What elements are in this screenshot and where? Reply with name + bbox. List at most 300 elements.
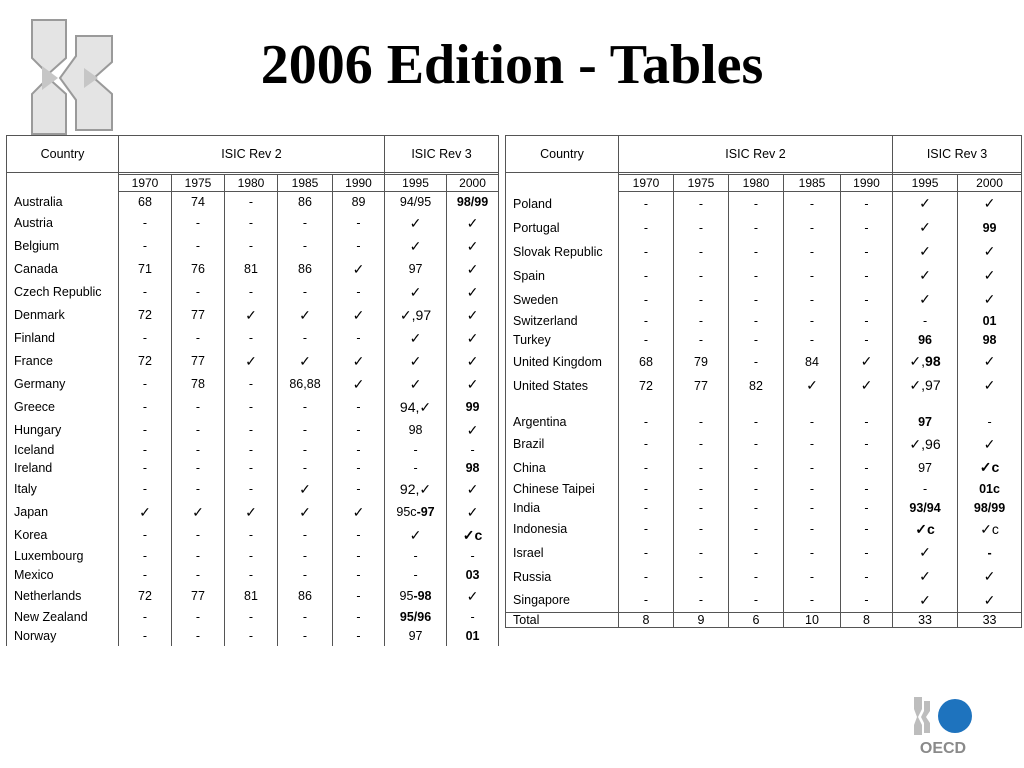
year-header: 1980 bbox=[225, 175, 278, 192]
table-cell bbox=[385, 373, 447, 396]
table-cell bbox=[447, 350, 499, 373]
table-cell bbox=[729, 288, 784, 312]
cell-text: - bbox=[809, 292, 815, 307]
cell-text: - bbox=[864, 501, 869, 515]
cell-text: ✓ bbox=[983, 267, 996, 283]
cell-text: ✓ bbox=[139, 503, 151, 520]
cell-text: - bbox=[142, 629, 148, 643]
table-cell bbox=[225, 547, 278, 566]
cell-text: - bbox=[356, 482, 361, 496]
table-row bbox=[506, 433, 1022, 456]
table-cell bbox=[674, 192, 729, 216]
table-cell bbox=[333, 327, 385, 350]
table-cell bbox=[278, 373, 333, 396]
table-row bbox=[7, 192, 499, 212]
country-name: Russia bbox=[506, 565, 619, 589]
table-cell bbox=[784, 350, 841, 374]
table-cell bbox=[447, 212, 499, 235]
table-row bbox=[7, 566, 499, 585]
cell-text: - bbox=[698, 482, 704, 496]
cell-text: - bbox=[753, 437, 759, 451]
cell-text: 86,88 bbox=[289, 377, 321, 391]
table-cell bbox=[225, 212, 278, 235]
isic-rev2-header: ISIC Rev 2 bbox=[619, 136, 893, 173]
table-cell bbox=[119, 281, 172, 304]
table-cell bbox=[729, 240, 784, 264]
table-cell bbox=[119, 585, 172, 608]
country-name: Argentina bbox=[506, 412, 619, 433]
table-cell bbox=[333, 373, 385, 396]
table-cell: 98/99 bbox=[447, 192, 499, 212]
table-cell bbox=[893, 398, 958, 412]
table-cell bbox=[333, 304, 385, 327]
table-cell bbox=[674, 541, 729, 565]
cell-text: - bbox=[248, 549, 254, 563]
cell-text: - bbox=[195, 461, 201, 475]
table-cell bbox=[225, 459, 278, 478]
table-cell: 96 bbox=[893, 331, 958, 350]
table-cell bbox=[784, 518, 841, 541]
cell-text: ✓ bbox=[919, 195, 931, 212]
cell-text: - bbox=[248, 331, 254, 345]
cell-text: - bbox=[302, 423, 308, 437]
table-cell bbox=[841, 480, 893, 499]
country-name: Poland bbox=[506, 192, 619, 216]
cell-text: - bbox=[142, 285, 148, 299]
country-name: Germany bbox=[7, 373, 119, 396]
table-cell bbox=[674, 456, 729, 480]
total-cell: 9 bbox=[674, 613, 729, 628]
table-cell bbox=[172, 350, 225, 373]
cell-text: - bbox=[356, 589, 361, 603]
table-cell bbox=[333, 281, 385, 304]
cell-text: - bbox=[809, 244, 815, 259]
cell-text: - bbox=[809, 437, 815, 451]
cell-text: - bbox=[753, 522, 759, 536]
table-cell bbox=[333, 547, 385, 566]
cell-text: - bbox=[302, 331, 308, 345]
table-cell bbox=[225, 608, 278, 627]
country-name: Chinese Taipei bbox=[506, 480, 619, 499]
table-cell bbox=[385, 304, 447, 327]
cell-text: - bbox=[195, 331, 201, 345]
table-cell bbox=[893, 589, 958, 613]
cell-text: 86 bbox=[298, 589, 312, 603]
table-cell bbox=[119, 396, 172, 419]
table-cell bbox=[841, 499, 893, 518]
cell-text: - bbox=[809, 268, 815, 283]
cell-text: - bbox=[864, 569, 869, 584]
table-cell bbox=[619, 216, 674, 240]
cell-text: - bbox=[142, 610, 148, 624]
isic-rev3-header: ISIC Rev 3 bbox=[385, 136, 499, 173]
table-cell bbox=[784, 216, 841, 240]
cell-text: - bbox=[302, 461, 308, 475]
cell-text: - bbox=[809, 522, 815, 536]
country-name: United States bbox=[506, 374, 619, 398]
table-cell bbox=[958, 288, 1022, 312]
cell-text: - bbox=[698, 593, 704, 608]
table-cell bbox=[119, 547, 172, 566]
table-cell bbox=[119, 566, 172, 585]
table-cell bbox=[784, 499, 841, 518]
table-cell bbox=[619, 480, 674, 499]
table-cell bbox=[619, 499, 674, 518]
country-name: Hungary bbox=[7, 419, 119, 442]
table-cell bbox=[619, 456, 674, 480]
cell-text: - bbox=[643, 244, 649, 259]
table-cell bbox=[958, 192, 1022, 216]
cell-text: ✓ bbox=[466, 352, 479, 369]
cell-text: - bbox=[248, 461, 254, 475]
country-name: Mexico bbox=[7, 566, 119, 585]
table-cell bbox=[333, 235, 385, 258]
cell-text: - bbox=[753, 545, 759, 560]
cell-text: - bbox=[987, 415, 992, 429]
cell-text: ✓ bbox=[352, 503, 365, 520]
cell-text: - bbox=[195, 443, 201, 457]
table-row bbox=[506, 192, 1022, 216]
table-cell bbox=[619, 350, 674, 374]
table-cell bbox=[119, 627, 172, 646]
table-cell: - bbox=[958, 541, 1022, 565]
cell-text: - bbox=[698, 569, 704, 584]
cell-text: - bbox=[470, 549, 475, 563]
cell-text: - bbox=[413, 443, 418, 457]
right-table-body bbox=[506, 192, 1022, 613]
table-cell bbox=[841, 412, 893, 433]
table-cell bbox=[729, 565, 784, 589]
cell-text: - bbox=[809, 460, 815, 475]
table-cell bbox=[447, 442, 499, 459]
cell-text: 84 bbox=[805, 354, 819, 369]
year-header: 1970 bbox=[619, 175, 674, 192]
cell-text: - bbox=[809, 415, 815, 429]
table-cell bbox=[278, 566, 333, 585]
cell-text: - bbox=[753, 292, 759, 307]
table-cell bbox=[729, 216, 784, 240]
cell-text: ✓ bbox=[352, 375, 365, 392]
table-cell: ✓c bbox=[447, 524, 499, 547]
cell-text: - bbox=[753, 268, 759, 283]
cell-text: 97 bbox=[408, 262, 423, 276]
table-cell bbox=[447, 501, 499, 524]
year-header: 1985 bbox=[278, 175, 333, 192]
country-name: Japan bbox=[7, 501, 119, 524]
table-row bbox=[7, 235, 499, 258]
country-name: United Kingdom bbox=[506, 350, 619, 374]
cell-text: - bbox=[302, 610, 308, 624]
table-cell bbox=[619, 565, 674, 589]
table-row bbox=[506, 565, 1022, 589]
cell-text: - bbox=[142, 528, 148, 542]
cell-text: 81 bbox=[244, 589, 258, 603]
cell-text: - bbox=[698, 437, 704, 451]
cell-text: - bbox=[248, 400, 254, 414]
table-cell bbox=[278, 627, 333, 646]
table-row bbox=[506, 412, 1022, 433]
header-row-years bbox=[7, 175, 499, 192]
cell-text: - bbox=[248, 285, 254, 299]
table-row bbox=[7, 281, 499, 304]
cell-text: - bbox=[864, 415, 869, 429]
table-cell bbox=[893, 541, 958, 565]
table-row bbox=[7, 547, 499, 566]
cell-text: ✓ bbox=[466, 480, 479, 497]
cell-text: - bbox=[753, 593, 759, 608]
cell-text: - bbox=[356, 461, 361, 475]
table-cell bbox=[385, 212, 447, 235]
table-cell bbox=[225, 442, 278, 459]
cell-text: ✓ bbox=[466, 260, 479, 277]
table-cell bbox=[729, 456, 784, 480]
table-cell bbox=[729, 312, 784, 331]
cell-text: - bbox=[643, 569, 649, 584]
cell-text: - bbox=[470, 443, 475, 457]
cell-text: - bbox=[753, 415, 759, 429]
table-cell bbox=[841, 541, 893, 565]
cell-text: - bbox=[248, 377, 254, 391]
table-row bbox=[506, 541, 1022, 565]
cell-text: - bbox=[195, 610, 201, 624]
table-cell bbox=[447, 608, 499, 627]
table-cell bbox=[841, 216, 893, 240]
table-cell bbox=[729, 398, 784, 412]
year-header: 1970 bbox=[119, 175, 172, 192]
table-cell bbox=[225, 281, 278, 304]
country-column-header: Country bbox=[506, 136, 619, 173]
table-row bbox=[7, 524, 499, 547]
country-name: Brazil bbox=[506, 433, 619, 456]
table-cell bbox=[447, 419, 499, 442]
table-row bbox=[7, 419, 499, 442]
country-name: Portugal bbox=[506, 216, 619, 240]
table-row bbox=[7, 373, 499, 396]
year-header: 1985 bbox=[784, 175, 841, 192]
table-cell bbox=[893, 264, 958, 288]
cell-text: - bbox=[643, 522, 649, 536]
table-cell bbox=[784, 565, 841, 589]
table-row bbox=[7, 304, 499, 327]
cell-text: ✓,97 bbox=[909, 377, 941, 393]
total-cell: 10 bbox=[784, 613, 841, 628]
table-cell bbox=[841, 192, 893, 216]
table-cell bbox=[278, 608, 333, 627]
table-cell bbox=[784, 264, 841, 288]
table-cell bbox=[225, 258, 278, 281]
country-column-header: Country bbox=[7, 136, 119, 173]
table-cell bbox=[172, 459, 225, 478]
cell-text: - bbox=[643, 482, 649, 496]
table-row bbox=[506, 350, 1022, 374]
table-cell bbox=[841, 374, 893, 398]
country-name: Belgium bbox=[7, 235, 119, 258]
cell-text: 78 bbox=[191, 377, 205, 391]
cell-text: ✓ bbox=[983, 243, 996, 259]
cell-text: - bbox=[643, 268, 649, 283]
table-cell bbox=[225, 350, 278, 373]
table-cell bbox=[729, 374, 784, 398]
table-cell bbox=[333, 459, 385, 478]
table-cell bbox=[119, 212, 172, 235]
table-cell bbox=[841, 331, 893, 350]
cell-text: - bbox=[643, 593, 649, 608]
table-cell bbox=[784, 541, 841, 565]
cell-text: - bbox=[753, 314, 759, 328]
table-row bbox=[506, 331, 1022, 350]
table-cell bbox=[447, 304, 499, 327]
table-cell bbox=[674, 398, 729, 412]
cell-text: - bbox=[809, 593, 815, 608]
cell-text: ✓ bbox=[299, 503, 311, 520]
country-name: Denmark bbox=[7, 304, 119, 327]
cell-text: ✓ bbox=[919, 267, 931, 283]
cell-text: - bbox=[698, 333, 704, 347]
country-table-left bbox=[6, 135, 499, 646]
cell-text: ✓ bbox=[919, 243, 931, 259]
country-name: Korea bbox=[7, 524, 119, 547]
table-cell bbox=[333, 627, 385, 646]
table-cell bbox=[333, 524, 385, 547]
cell-text: - bbox=[643, 314, 649, 328]
year-header: 2000 bbox=[447, 175, 499, 192]
year-header: 1975 bbox=[172, 175, 225, 192]
table-cell bbox=[278, 585, 333, 608]
cell-text: ✓ bbox=[983, 591, 996, 608]
table-cell bbox=[619, 374, 674, 398]
table-cell bbox=[619, 264, 674, 288]
table-row bbox=[506, 589, 1022, 613]
table-cell bbox=[729, 541, 784, 565]
country-table-right bbox=[505, 135, 1022, 628]
table-cell bbox=[172, 585, 225, 608]
cell-text: - bbox=[195, 400, 201, 414]
table-row bbox=[506, 216, 1022, 240]
table-cell: 01 bbox=[447, 627, 499, 646]
cell-text: 74 bbox=[191, 194, 205, 209]
table-cell bbox=[674, 216, 729, 240]
cell-text: ✓ bbox=[466, 283, 479, 300]
total-cell: 8 bbox=[841, 613, 893, 628]
table-row bbox=[7, 396, 499, 419]
cell-text: 97 bbox=[918, 460, 932, 475]
year-header: 1995 bbox=[385, 175, 447, 192]
cell-text: ✓ bbox=[919, 591, 931, 608]
country-name: Slovak Republic bbox=[506, 240, 619, 264]
table-cell bbox=[172, 547, 225, 566]
cell-text: - bbox=[698, 244, 704, 259]
table-cell bbox=[674, 480, 729, 499]
table-cell bbox=[278, 327, 333, 350]
cell-text: - bbox=[195, 285, 201, 299]
table-cell bbox=[958, 589, 1022, 613]
cell-text: 98 bbox=[408, 423, 423, 437]
cell-text: ✓ bbox=[806, 377, 818, 393]
cell-text: - bbox=[753, 354, 759, 369]
country-name: Luxembourg bbox=[7, 547, 119, 566]
cell-text: - bbox=[413, 568, 418, 582]
country-name: Singapore bbox=[506, 589, 619, 613]
cell-text: - bbox=[864, 244, 869, 259]
cell-text: - bbox=[248, 443, 254, 457]
country-name: France bbox=[7, 350, 119, 373]
table-cell bbox=[385, 501, 447, 524]
cell-text: ✓,97 bbox=[399, 306, 432, 323]
table-cell bbox=[958, 350, 1022, 374]
table-cell bbox=[893, 456, 958, 480]
table-cell: 03 bbox=[447, 566, 499, 585]
cell-text: ✓ bbox=[299, 352, 311, 369]
cell-text: 81 bbox=[244, 262, 258, 276]
table-cell bbox=[841, 350, 893, 374]
cell-text: - bbox=[356, 331, 361, 345]
table-cell bbox=[958, 518, 1022, 541]
table-cell bbox=[784, 240, 841, 264]
header-row-years bbox=[506, 175, 1022, 192]
table-cell bbox=[119, 524, 172, 547]
cell-text: - bbox=[698, 220, 704, 235]
table-row bbox=[506, 240, 1022, 264]
cell-text: - bbox=[195, 482, 201, 496]
table-cell bbox=[958, 264, 1022, 288]
cell-text: - bbox=[809, 220, 815, 235]
cell-text: - bbox=[248, 528, 254, 542]
table-cell bbox=[385, 327, 447, 350]
country-name: New Zealand bbox=[7, 608, 119, 627]
country-name: Ireland bbox=[7, 459, 119, 478]
year-header: 1980 bbox=[729, 175, 784, 192]
table-cell bbox=[172, 524, 225, 547]
table-cell bbox=[172, 396, 225, 419]
cell-text: - bbox=[643, 415, 649, 429]
table-cell: ✓c bbox=[958, 456, 1022, 480]
table-cell bbox=[385, 524, 447, 547]
cell-text: 68 bbox=[138, 194, 152, 209]
cell-text: - bbox=[302, 285, 308, 299]
cell-text: ✓,96 bbox=[909, 435, 941, 452]
cell-text: - bbox=[248, 423, 254, 437]
table-cell bbox=[172, 608, 225, 627]
cell-text: 77 bbox=[191, 354, 205, 368]
table-cell bbox=[619, 412, 674, 433]
table-cell bbox=[119, 235, 172, 258]
cell-text: - bbox=[142, 549, 148, 563]
cell-text: ✓ bbox=[466, 237, 479, 254]
cell-text: 72 bbox=[138, 308, 152, 322]
table-cell bbox=[385, 547, 447, 566]
table-cell bbox=[225, 327, 278, 350]
table-cell bbox=[278, 524, 333, 547]
cell-text: 77 bbox=[191, 308, 205, 322]
cell-text: ✓ bbox=[299, 306, 311, 323]
table-row bbox=[7, 501, 499, 524]
table-cell bbox=[784, 433, 841, 456]
table-cell bbox=[385, 350, 447, 373]
cell-text: 77 bbox=[191, 589, 205, 603]
table-cell bbox=[893, 288, 958, 312]
total-cell: 33 bbox=[958, 613, 1022, 628]
country-name: India bbox=[506, 499, 619, 518]
cell-text: ✓ bbox=[299, 480, 311, 497]
table-cell bbox=[172, 304, 225, 327]
year-header: 1975 bbox=[674, 175, 729, 192]
cell-text: - bbox=[643, 460, 649, 475]
cell-text: ✓ bbox=[983, 291, 996, 307]
table-cell bbox=[784, 312, 841, 331]
table-cell bbox=[893, 433, 958, 456]
table-cell bbox=[674, 264, 729, 288]
table-cell bbox=[729, 480, 784, 499]
